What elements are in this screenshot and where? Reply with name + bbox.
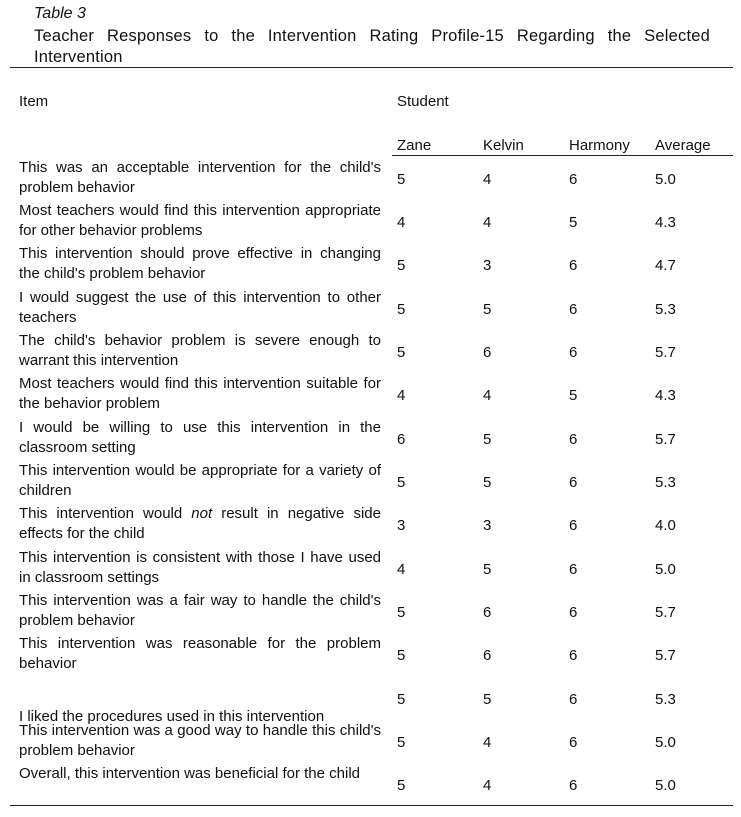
- cell-harmony: 6: [569, 257, 578, 274]
- cell-zane: 4: [397, 387, 406, 404]
- item-text-part: Most teachers would find this intervention suitable for the behavior problem: [19, 375, 381, 412]
- cell-kelvin: 5: [483, 431, 492, 448]
- cell-average: 5.3: [655, 301, 676, 318]
- item-text: [19, 331, 381, 370]
- item-text: [19, 764, 381, 784]
- item-text: [19, 548, 381, 587]
- table-row: [0, 243, 741, 286]
- table-bottom-rule: [10, 805, 733, 806]
- cell-zane: 3: [397, 517, 406, 534]
- item-text-part: Most teachers would find this intervention appropriate for other behavior problems: [19, 202, 381, 239]
- item-text: [19, 418, 381, 457]
- item-text-part: I would be willing to use this intervention in the classroom setting: [19, 419, 381, 456]
- header-item: Item: [19, 93, 49, 110]
- header-average: Average: [655, 137, 711, 154]
- table-row: [0, 373, 741, 416]
- table-row: [0, 590, 741, 633]
- cell-average: 5.3: [655, 691, 676, 708]
- table-row: [0, 547, 741, 590]
- cell-average: 5.0: [655, 777, 676, 794]
- cell-harmony: 6: [569, 777, 578, 794]
- cell-zane: 6: [397, 431, 406, 448]
- cell-average: 5.7: [655, 604, 676, 621]
- cell-average: 5.0: [655, 561, 676, 578]
- cell-kelvin: 5: [483, 691, 492, 708]
- item-text-part: This was an acceptable intervention for the child's problem behavior: [19, 159, 381, 196]
- cell-harmony: 5: [569, 387, 578, 404]
- cell-zane: 5: [397, 257, 406, 274]
- cell-average: 4.3: [655, 214, 676, 231]
- cell-zane: 5: [397, 171, 406, 188]
- table-row: [0, 763, 741, 806]
- item-text-part: The child's behavior problem is severe enough to warrant this intervention: [19, 332, 381, 369]
- cell-kelvin: 5: [483, 301, 492, 318]
- cell-zane: 5: [397, 604, 406, 621]
- cell-average: 5.0: [655, 171, 676, 188]
- item-text: [19, 461, 381, 500]
- table-row: [0, 200, 741, 243]
- header-student-group: Student: [397, 93, 449, 110]
- cell-harmony: 6: [569, 604, 578, 621]
- cell-harmony: 5: [569, 214, 578, 231]
- cell-harmony: 6: [569, 734, 578, 751]
- cell-zane: 5: [397, 344, 406, 361]
- cell-harmony: 6: [569, 647, 578, 664]
- table-row: [0, 633, 741, 676]
- cell-average: 4.3: [655, 387, 676, 404]
- cell-kelvin: 5: [483, 561, 492, 578]
- cell-harmony: 6: [569, 561, 578, 578]
- cell-average: 5.7: [655, 344, 676, 361]
- cell-kelvin: 4: [483, 734, 492, 751]
- item-text-part: Overall, this intervention was beneficial for the child: [19, 765, 361, 782]
- cell-average: 5.0: [655, 734, 676, 751]
- table-title: Teacher Responses to the Intervention Rating Profile-15 Regarding the Selected Intervention: [34, 27, 710, 66]
- cell-average: 4.0: [655, 517, 676, 534]
- table-row: [0, 287, 741, 330]
- item-text-part: result in negative side effects for the child: [19, 505, 381, 542]
- cell-harmony: 6: [569, 344, 578, 361]
- cell-kelvin: 6: [483, 604, 492, 621]
- item-text-part: This intervention was reasonable for the problem behavior: [19, 635, 381, 672]
- cell-harmony: 6: [569, 691, 578, 708]
- cell-kelvin: 4: [483, 387, 492, 404]
- item-text: [19, 244, 381, 283]
- item-text: [19, 158, 381, 197]
- cell-harmony: 6: [569, 171, 578, 188]
- table-top-rule: [10, 67, 733, 68]
- cell-average: 5.7: [655, 431, 676, 448]
- table-row: [0, 460, 741, 503]
- cell-zane: 4: [397, 214, 406, 231]
- item-text-part: This intervention is consistent with those I have used in classroom settings: [19, 549, 381, 586]
- item-text: [19, 504, 381, 543]
- table-row: [0, 720, 741, 763]
- cell-zane: 5: [397, 474, 406, 491]
- cell-kelvin: 4: [483, 214, 492, 231]
- item-text: [19, 201, 381, 240]
- cell-zane: 5: [397, 777, 406, 794]
- item-text-part: This intervention would be appropriate for a variety of children: [19, 462, 381, 499]
- table-label: Table 3: [34, 5, 86, 22]
- cell-kelvin: 4: [483, 171, 492, 188]
- cell-kelvin: 3: [483, 257, 492, 274]
- item-text-part: I liked the procedures used in this intervention: [19, 708, 325, 725]
- table-row: [0, 157, 741, 200]
- item-text: [19, 591, 381, 630]
- cell-harmony: 6: [569, 517, 578, 534]
- item-text-part: This intervention was a fair way to handle the child's problem behavior: [19, 592, 381, 629]
- cell-average: 4.7: [655, 257, 676, 274]
- cell-zane: 4: [397, 561, 406, 578]
- item-text-emphasis: not: [191, 505, 213, 522]
- cell-harmony: 6: [569, 431, 578, 448]
- table-row: [0, 417, 741, 460]
- header-kelvin: Kelvin: [483, 137, 524, 154]
- item-text: [19, 288, 381, 327]
- header-zane: Zane: [397, 137, 432, 154]
- item-text-part: This intervention was a good way to handle this child's problem behavior: [19, 722, 381, 759]
- cell-kelvin: 4: [483, 777, 492, 794]
- cell-zane: 5: [397, 301, 406, 318]
- cell-average: 5.3: [655, 474, 676, 491]
- cell-zane: 5: [397, 647, 406, 664]
- cell-kelvin: 6: [483, 647, 492, 664]
- cell-kelvin: 3: [483, 517, 492, 534]
- item-text-part: This intervention should prove effective in changing the child's problem behavior: [19, 245, 381, 282]
- item-text-part: I would suggest the use of this intervention to other teachers: [19, 289, 381, 326]
- cell-harmony: 6: [569, 301, 578, 318]
- table-row: [0, 503, 741, 546]
- cell-kelvin: 5: [483, 474, 492, 491]
- cell-harmony: 6: [569, 474, 578, 491]
- header-rule: [392, 155, 733, 156]
- cell-zane: 5: [397, 734, 406, 751]
- table-row: [0, 677, 741, 725]
- header-harmony: Harmony: [569, 137, 630, 154]
- item-text: [19, 374, 381, 413]
- item-text: [19, 721, 381, 760]
- cell-kelvin: 6: [483, 344, 492, 361]
- cell-average: 5.7: [655, 647, 676, 664]
- cell-zane: 5: [397, 691, 406, 708]
- item-text: [19, 634, 381, 673]
- item-text-part: This intervention would: [19, 505, 192, 522]
- table-row: [0, 330, 741, 373]
